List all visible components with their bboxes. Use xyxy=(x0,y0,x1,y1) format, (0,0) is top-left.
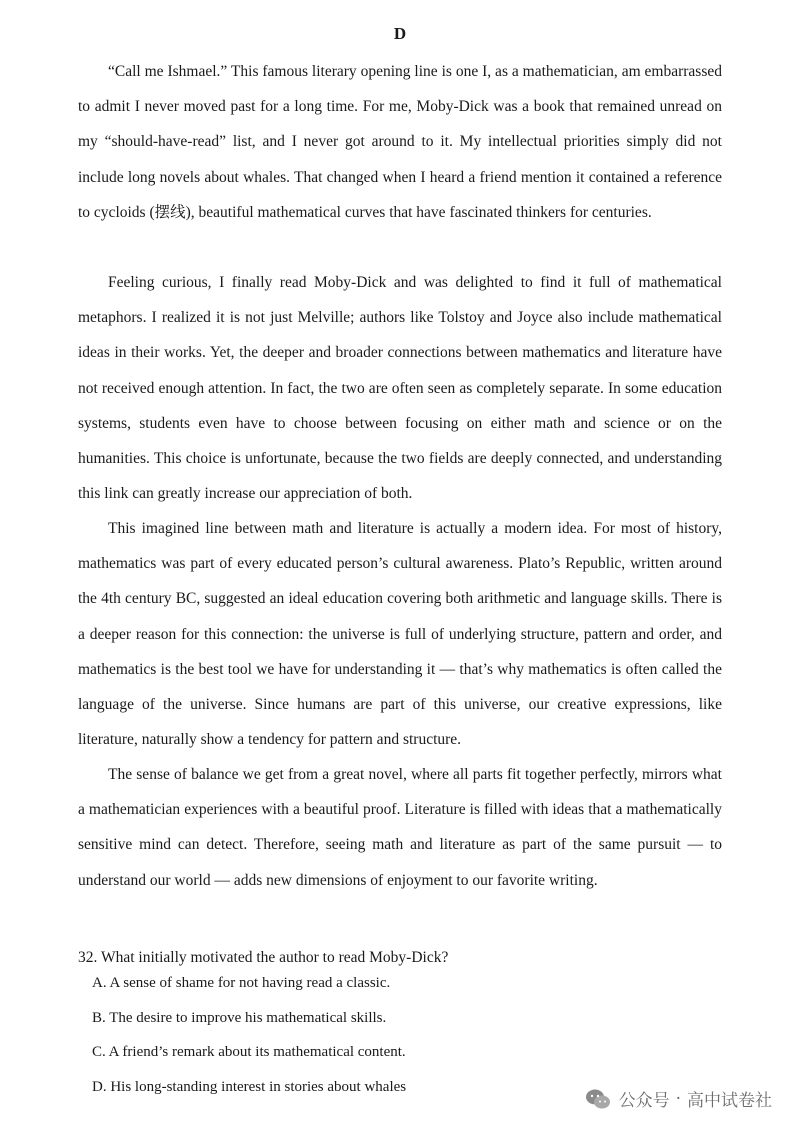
passage-paragraph-4: The sense of balance we get from a great novel, where all parts fit together perfectly, mirrors what a mathematician experiences with a beautiful proof. Literature is filled with ideas that a mathematically sensitive mind can detect. Therefore, seeing math and literature as part of the same pursuit — to understand our world — adds new dimensions of enjoyment to our favorite writing. xyxy=(78,766,722,889)
option-b[interactable]: B. The desire to improve his mathematical skills. xyxy=(92,1009,387,1026)
option-d[interactable]: D. His long-standing interest in stories about whales xyxy=(92,1078,407,1095)
section-heading: D xyxy=(393,24,407,43)
passage-paragraph-2: Feeling curious, I finally read Moby-Dick and was delighted to find it full of mathematical metaphors. I realized it is not just Melville; authors like Tolstoy and Joyce also include mathematical ideas in their works. Yet, the deeper and broader connections between mathematics and literature have not received enough attention. In fact, the two are often seen as completely separate. In some education systems, students even have to choose between focusing on either math and science or on the humanities. This choice is unfortunate, because the two fields are deeply connected, and understanding this link can greatly increase our appreciation of both. xyxy=(78,274,722,503)
answer-options xyxy=(92,966,406,1104)
passage-paragraph-1: “Call me Ishmael.” This famous literary opening line is one I, as a mathematician, am embarrassed to admit I never moved past for a long time. For me, Moby-Dick was a book that remained unread on my “should-have-read” list, and I never got around to it. My intellectual priorities simply did not include long novels about whales. That changed when I heard a friend mention it contained a reference to cycloids (摆线), beautiful mathematical curves that have fascinated thinkers for centuries. xyxy=(78,63,722,221)
watermark xyxy=(585,1086,772,1111)
watermark-account: 公众号 xyxy=(618,1091,670,1111)
option-a[interactable]: A. A sense of shame for not having read a classic. xyxy=(92,975,391,991)
watermark-name: 高中试卷社 xyxy=(687,1091,772,1111)
wechat-icon xyxy=(585,1088,611,1110)
passage-paragraph-3: This imagined line between math and literature is actually a modern idea. For most of history, mathematics was part of every educated person’s cultural awareness. Plato’s Republic, written around the 4th century BC, suggested an ideal education covering both arithmetic and language skills. There is a deeper reason for this connection: the universe is full of underlying structure, pattern and order, and mathematics is the best tool we have for understanding it — that’s why mathematics is often called the language of the universe. Since humans are part of this universe, our creative expressions, like literature, naturally show a tendency for pattern and structure. xyxy=(78,520,722,749)
option-c[interactable]: C. A friend’s remark about its mathematical content. xyxy=(92,1044,406,1061)
question-stem: 32. What initially motivated the author to read Moby-Dick? xyxy=(78,949,449,966)
watermark-separator: · xyxy=(675,1088,681,1109)
